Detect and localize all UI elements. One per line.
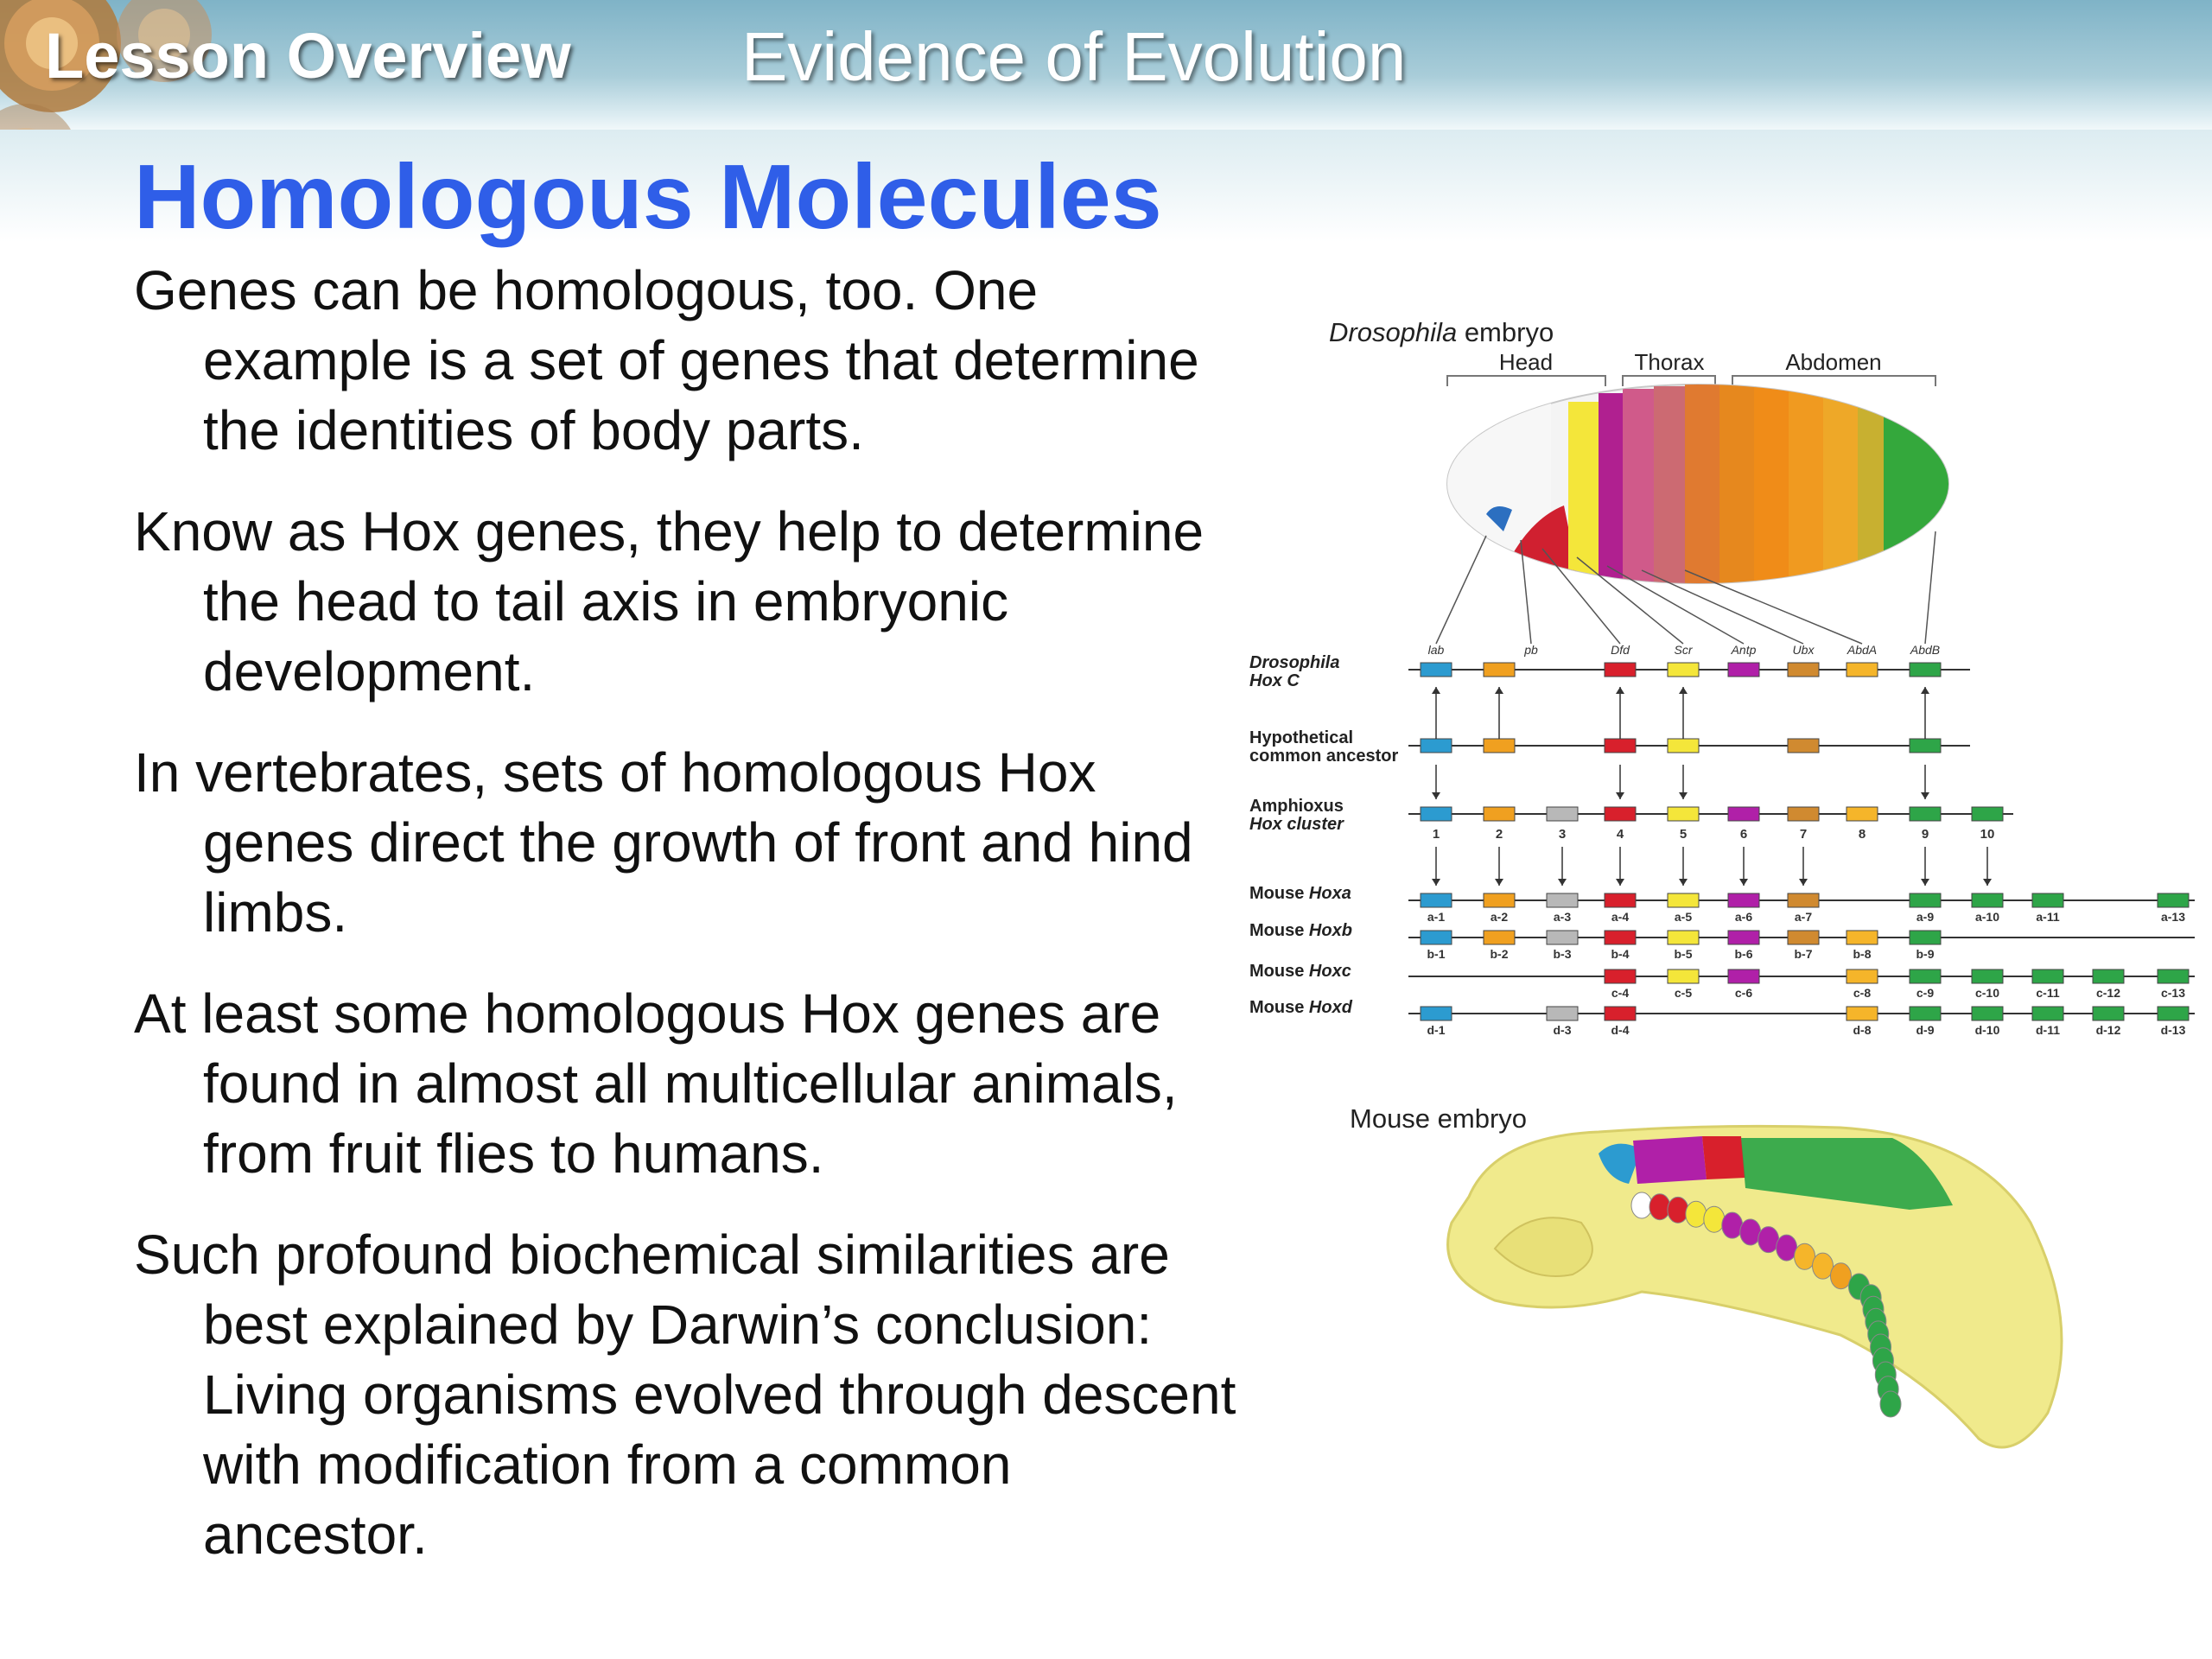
- gene-name-label: c-10: [1974, 986, 2000, 1000]
- gene-box: [1910, 1007, 1941, 1020]
- gene-name-label: c-4: [1611, 986, 1630, 1000]
- gene-name-label: b-8: [1853, 947, 1872, 961]
- gene-name-label: a-5: [1674, 910, 1693, 924]
- gene-box: [1847, 969, 1878, 983]
- somite: [1795, 1243, 1815, 1269]
- gene-box: [1668, 931, 1699, 944]
- gene-box: [1547, 893, 1578, 907]
- gene-name-label: d-8: [1853, 1023, 1872, 1037]
- svg-text:2: 2: [1495, 827, 1503, 842]
- arrow-head: [1432, 792, 1440, 799]
- gene-box: [1421, 663, 1452, 677]
- gene-label-antp: Antp: [1731, 643, 1757, 657]
- gene-name-label: b-1: [1427, 947, 1446, 961]
- somite: [1686, 1201, 1707, 1227]
- gene-box: [1421, 931, 1452, 944]
- arrow-head: [1921, 687, 1929, 694]
- gene-box: [2158, 893, 2189, 907]
- gene-box: [1728, 807, 1759, 821]
- hox-genes-figure: [1236, 307, 2212, 1473]
- gene-box: [1547, 931, 1578, 944]
- gene-name-label: d-1: [1427, 1023, 1446, 1037]
- row-label-amphioxus-sub: Hox cluster: [1249, 815, 1344, 834]
- gene-label-scr: Scr: [1674, 643, 1693, 657]
- gene-box: [1484, 807, 1515, 821]
- gene-name-label: b-5: [1674, 947, 1693, 961]
- arrow-head: [1495, 687, 1503, 694]
- svg-text:9: 9: [1921, 827, 1929, 842]
- somite: [1758, 1227, 1779, 1253]
- gene-label-lab: lab: [1427, 643, 1445, 657]
- gene-box: [1668, 807, 1699, 821]
- arrow-head: [1921, 792, 1929, 799]
- gene-box: [1728, 969, 1759, 983]
- fly-gene-labels: [1428, 643, 1940, 657]
- arrow-head: [1921, 879, 1929, 886]
- row-label-hoxd: Mouse Hoxd: [1249, 998, 1352, 1017]
- gene-box: [1605, 739, 1636, 753]
- somite: [1704, 1206, 1725, 1232]
- somite: [1722, 1212, 1743, 1238]
- gene-name-label: a-7: [1794, 910, 1813, 924]
- gene-label-dfd: Dfd: [1611, 643, 1630, 657]
- svg-text:6: 6: [1739, 827, 1748, 842]
- arrow-head: [1679, 687, 1688, 694]
- bullet-list: [134, 256, 1249, 1601]
- somite: [1631, 1192, 1652, 1218]
- gene-box: [1728, 931, 1759, 944]
- gene-box: [1910, 739, 1941, 753]
- gene-box: [1972, 1007, 2003, 1020]
- gene-name-label: d-12: [2095, 1023, 2121, 1037]
- gene-box: [2032, 1007, 2063, 1020]
- gene-name-label: a-10: [1974, 910, 2000, 924]
- somite: [1880, 1391, 1901, 1417]
- svg-text:7: 7: [1799, 827, 1808, 842]
- row-label-ancestor-sub: common ancestor: [1249, 747, 1399, 766]
- gene-box: [2093, 1007, 2124, 1020]
- gene-box: [1668, 893, 1699, 907]
- gene-box: [1421, 893, 1452, 907]
- gene-name-label: b-4: [1611, 947, 1630, 961]
- arrow-head: [1799, 879, 1808, 886]
- gene-box: [1421, 739, 1452, 753]
- gene-name-label: a-9: [1916, 910, 1935, 924]
- svg-text:3: 3: [1558, 827, 1567, 842]
- gene-box: [2032, 969, 2063, 983]
- gene-box: [1668, 969, 1699, 983]
- somite: [1740, 1219, 1761, 1245]
- gene-box: [1972, 893, 2003, 907]
- gene-box: [1788, 739, 1819, 753]
- row-label-hoxc: Mouse Hoxc: [1249, 962, 1351, 981]
- region-abdomen-label: Abdomen: [1785, 349, 1882, 375]
- svg-text:1: 1: [1432, 827, 1440, 842]
- gene-name-label: c-8: [1853, 986, 1872, 1000]
- svg-text:4: 4: [1616, 827, 1624, 842]
- gene-name-label: d-3: [1553, 1023, 1572, 1037]
- gene-name-label: a-3: [1553, 910, 1572, 924]
- gene-box: [1910, 807, 1941, 821]
- arrow-head: [1983, 879, 1992, 886]
- gene-box: [1788, 931, 1819, 944]
- gene-box: [1788, 807, 1819, 821]
- gene-box: [1547, 1007, 1578, 1020]
- gene-box: [1910, 969, 1941, 983]
- arrow-head: [1495, 879, 1503, 886]
- gene-name-label: c-5: [1674, 986, 1693, 1000]
- gene-name-label: a-13: [2160, 910, 2186, 924]
- gene-box: [1972, 969, 2003, 983]
- somite: [1830, 1263, 1851, 1289]
- arrow-head: [1616, 687, 1624, 694]
- gene-name-label: a-11: [2036, 910, 2060, 924]
- arrow-head: [1616, 792, 1624, 799]
- gene-name-label: a-4: [1611, 910, 1630, 924]
- gene-box: [1847, 807, 1878, 821]
- paragraph: At least some homologous Hox genes are found in almost all multicellular animals, from fruit flies to humans.: [134, 982, 1178, 1185]
- gene-cluster-rows: [1408, 663, 2195, 1037]
- gene-box: [1847, 663, 1878, 677]
- svg-text:8: 8: [1858, 827, 1866, 842]
- gene-box: [1788, 893, 1819, 907]
- arrow-head: [1558, 879, 1567, 886]
- paragraph: In vertebrates, sets of homologous Hox genes direct the growth of front and hind limbs.: [134, 741, 1193, 944]
- mouse-embryo-illustration: [1448, 1126, 2062, 1447]
- gene-box: [1421, 807, 1452, 821]
- gene-box: [1847, 931, 1878, 944]
- gene-box: [1668, 663, 1699, 677]
- slide-header: [0, 0, 2212, 138]
- gene-name-label: c-13: [2160, 986, 2186, 1000]
- somite: [1813, 1253, 1834, 1279]
- arrow-head: [1679, 792, 1688, 799]
- gene-name-label: a-2: [1490, 910, 1509, 924]
- gene-name-label: c-12: [2095, 986, 2121, 1000]
- gene-box: [1484, 931, 1515, 944]
- svg-text:5: 5: [1679, 827, 1688, 842]
- gene-box: [1605, 931, 1636, 944]
- row-labels: [1249, 653, 1398, 1017]
- gene-name-label: d-11: [2035, 1023, 2061, 1037]
- gene-label-pb: pb: [1524, 643, 1538, 657]
- gene-box: [1788, 663, 1819, 677]
- gene-box: [2158, 969, 2189, 983]
- arrow-head: [1679, 879, 1688, 886]
- gene-name-label: b-7: [1794, 947, 1813, 961]
- gene-name-label: c-6: [1734, 986, 1753, 1000]
- svg-text:10: 10: [1980, 827, 1995, 842]
- region-thorax-label: Thorax: [1634, 349, 1705, 375]
- lesson-overview-label: Lesson Overview: [45, 20, 571, 92]
- amphioxus-number-labels: [1433, 827, 1995, 842]
- gene-label-abda: AbdA: [1847, 643, 1878, 657]
- somite: [1668, 1197, 1688, 1223]
- row-label-hoxb: Mouse Hoxb: [1249, 921, 1352, 940]
- unit-title: Evidence of Evolution: [741, 18, 1407, 95]
- gene-name-label: d-4: [1611, 1023, 1630, 1037]
- gene-box: [2032, 893, 2063, 907]
- gene-name-label: b-6: [1734, 947, 1753, 961]
- paragraph: Genes can be homologous, too. One example is a set of genes that determine the identities of body parts.: [134, 259, 1199, 461]
- region-head-label: Head: [1498, 349, 1554, 375]
- gene-box: [1728, 663, 1759, 677]
- arrow-head: [1432, 879, 1440, 886]
- drosophila-embryo-title: Drosophila embryo: [1329, 317, 1554, 347]
- gene-name-label: b-2: [1490, 947, 1509, 961]
- gene-box: [1972, 807, 2003, 821]
- paragraph: Know as Hox genes, they help to determine the head to tail axis in embryonic development.: [134, 500, 1205, 702]
- slide-title: Homologous Molecules: [134, 146, 1162, 248]
- gene-box: [1605, 1007, 1636, 1020]
- gene-name-label: d-9: [1916, 1023, 1935, 1037]
- gene-box: [1484, 739, 1515, 753]
- gene-box: [1910, 931, 1941, 944]
- gene-box: [1484, 893, 1515, 907]
- gene-box: [1847, 1007, 1878, 1020]
- gene-name-label: a-6: [1734, 910, 1753, 924]
- gene-box: [1605, 807, 1636, 821]
- row-label-drosophila-sub: Hox C: [1249, 671, 1300, 690]
- somite: [1777, 1235, 1797, 1261]
- gene-name-label: b-9: [1916, 947, 1935, 961]
- gene-box: [2158, 1007, 2189, 1020]
- row-label-ancestor: Hypothetical: [1249, 728, 1354, 747]
- arrow-head: [1616, 879, 1624, 886]
- gene-box: [1605, 893, 1636, 907]
- gene-name-label: d-10: [1974, 1023, 2000, 1037]
- gene-box: [1605, 969, 1636, 983]
- row-label-amphioxus: Amphioxus: [1249, 797, 1344, 816]
- gene-name-label: c-9: [1916, 986, 1935, 1000]
- arrow-head: [1739, 879, 1748, 886]
- gene-box: [1421, 1007, 1452, 1020]
- somite: [1649, 1194, 1670, 1220]
- gene-label-ubx: Ubx: [1792, 643, 1815, 657]
- gene-box: [1605, 663, 1636, 677]
- mouse-embryo-label: Mouse embryo: [1350, 1103, 1528, 1134]
- paragraph: Such profound biochemical similarities are best explained by Darwin’s conclusion: Living organisms evolved through descent with modification from a common ancestor.: [134, 1224, 1236, 1566]
- gene-box: [1484, 663, 1515, 677]
- gene-box: [1547, 807, 1578, 821]
- gene-name-label: b-3: [1553, 947, 1572, 961]
- row-label-drosophila: Drosophila: [1249, 653, 1340, 672]
- gene-box: [1910, 663, 1941, 677]
- gene-box: [1910, 893, 1941, 907]
- arrow-head: [1432, 687, 1440, 694]
- gene-name-label: a-1: [1427, 910, 1446, 924]
- gene-name-label: d-13: [2160, 1023, 2186, 1037]
- gene-box: [1668, 739, 1699, 753]
- gene-label-abdb: AbdB: [1910, 643, 1941, 657]
- row-label-hoxa: Mouse Hoxa: [1249, 884, 1351, 903]
- gene-name-label: c-11: [2036, 986, 2060, 1000]
- gene-box: [1728, 893, 1759, 907]
- gene-box: [2093, 969, 2124, 983]
